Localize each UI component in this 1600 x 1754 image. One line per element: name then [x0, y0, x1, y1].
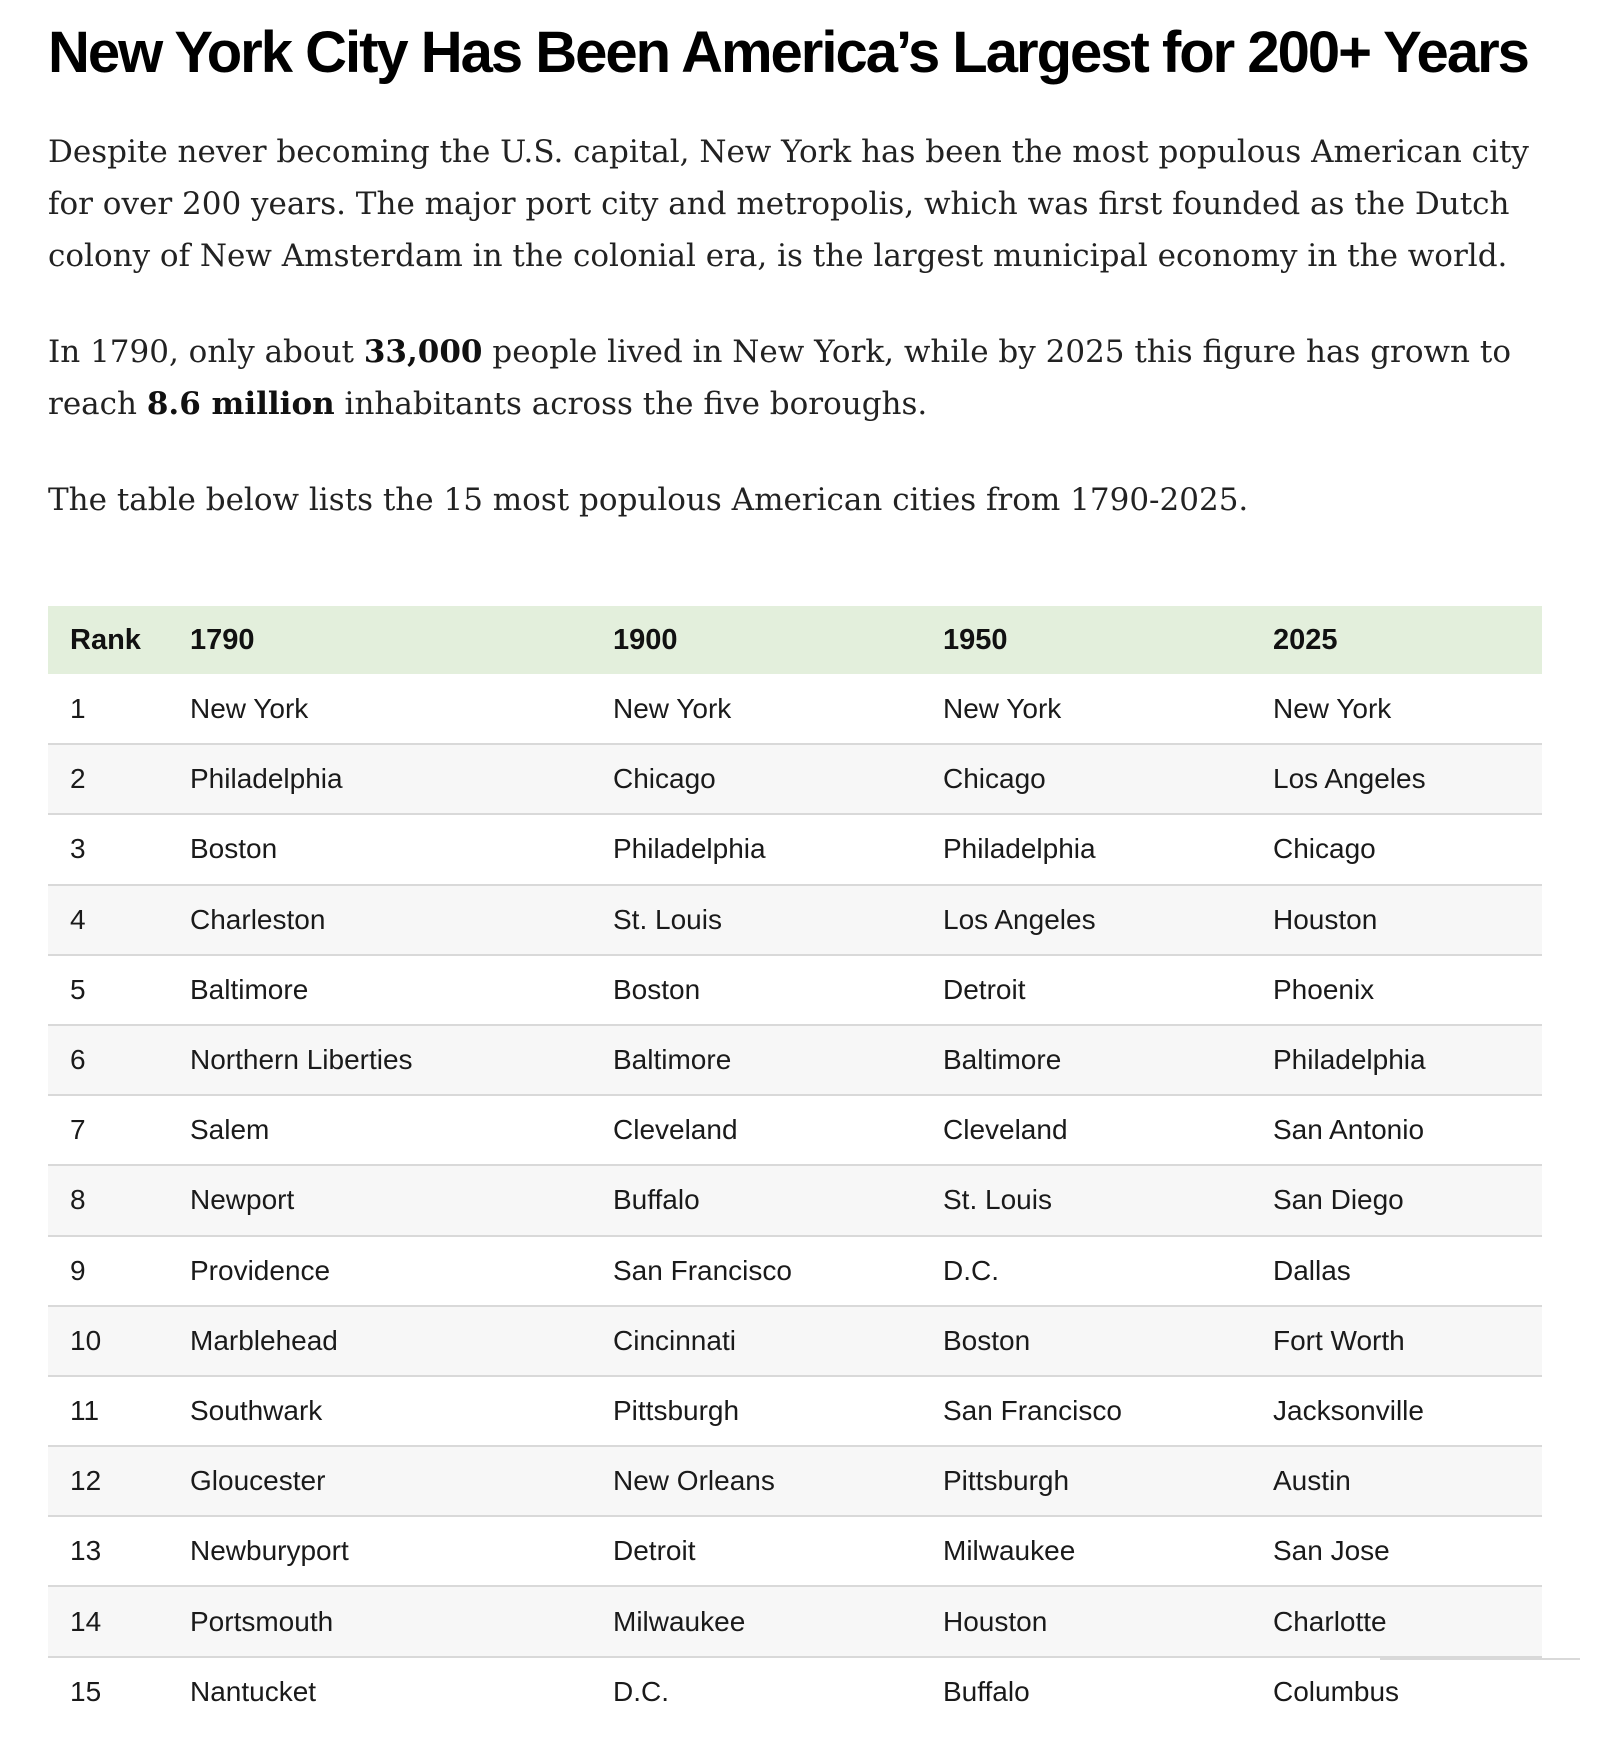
city-2025-cell: Austin — [1273, 1465, 1351, 1497]
city-2025-cell: Fort Worth — [1273, 1324, 1405, 1356]
city-1950-cell: Baltimore — [943, 1044, 1062, 1076]
city-2025-cell: Jacksonville — [1273, 1394, 1424, 1426]
city-2025-cell: Columbus — [1273, 1676, 1400, 1708]
table-row — [48, 1165, 1542, 1235]
city-1950-cell: New York — [943, 692, 1062, 724]
rank-cell: 2 — [70, 763, 86, 795]
table-row — [48, 814, 1542, 884]
city-1950-cell: Philadelphia — [943, 833, 1096, 865]
population-text-1: In 1790, only about — [48, 334, 364, 370]
city-1790-cell: Philadelphia — [190, 763, 343, 795]
header-1900: 1900 — [613, 623, 678, 656]
city-1790-cell: New York — [190, 692, 309, 724]
city-1950-cell: Boston — [943, 1324, 1031, 1356]
header-1790: 1790 — [190, 623, 255, 656]
rank-cell: 6 — [70, 1044, 86, 1076]
city-1950-cell: Pittsburgh — [943, 1465, 1070, 1497]
city-1950-cell: San Francisco — [943, 1394, 1122, 1426]
city-1790-cell: Northern Liberties — [190, 1044, 413, 1076]
intro-paragraph: Despite never becoming the U.S. capital, New York has been the most populous American city for over 200 years. The major port city and metropolis, which was first founded as the Dutch colony of New Amsterdam in the colonial era, is the largest municipal economy in the world. — [48, 134, 1529, 274]
population-paragraph — [48, 326, 1542, 430]
city-1900-cell: St. Louis — [613, 903, 722, 935]
city-1900-cell: Pittsburgh — [613, 1394, 740, 1426]
table-row — [48, 1516, 1542, 1586]
city-1900-cell: Chicago — [613, 763, 716, 795]
population-2025-value: 8.6 million — [146, 386, 335, 422]
city-1900-cell: New Orleans — [613, 1465, 775, 1497]
city-2025-cell: Phoenix — [1273, 973, 1375, 1005]
rank-cell: 10 — [70, 1324, 102, 1356]
city-1950-cell: St. Louis — [943, 1184, 1052, 1216]
city-2025-cell: New York — [1273, 692, 1392, 724]
rank-cell: 8 — [70, 1184, 86, 1216]
city-1790-cell: Nantucket — [190, 1676, 317, 1708]
rank-cell: 12 — [70, 1465, 102, 1497]
table-row — [48, 1095, 1542, 1165]
city-2025-cell: Dallas — [1273, 1254, 1351, 1286]
table-header-row — [48, 606, 1542, 674]
city-1900-cell: Cincinnati — [613, 1324, 736, 1356]
table-row — [48, 1586, 1542, 1656]
rank-cell: 14 — [70, 1605, 102, 1637]
city-1950-cell: Houston — [943, 1605, 1048, 1637]
city-1950-cell: Detroit — [943, 973, 1026, 1005]
city-1790-cell: Newburyport — [190, 1535, 349, 1567]
table-row — [48, 1657, 1542, 1727]
city-2025-cell: Houston — [1273, 903, 1378, 935]
city-1790-cell: Gloucester — [190, 1465, 326, 1497]
header-2025: 2025 — [1273, 623, 1338, 656]
city-2025-cell: San Antonio — [1273, 1114, 1425, 1146]
rank-cell: 13 — [70, 1535, 102, 1567]
article — [48, 0, 1542, 1708]
city-1900-cell: Boston — [613, 973, 701, 1005]
population-text-3: inhabitants across the five boroughs. — [334, 386, 928, 422]
cities-table — [48, 606, 1542, 1727]
population-text-2: people lived in New York, while by 2025 this figure has grown to reach — [48, 334, 1511, 422]
table-row — [48, 955, 1542, 1025]
city-1790-cell: Newport — [190, 1184, 295, 1216]
city-1900-cell: Philadelphia — [613, 833, 766, 865]
city-1790-cell: Salem — [190, 1114, 270, 1146]
city-1900-cell: Detroit — [613, 1535, 696, 1567]
table-intro-paragraph: The table below lists the 15 most populous American cities from 1790-2025. — [48, 482, 1249, 518]
table-row — [48, 1306, 1542, 1376]
city-2025-cell: Charlotte — [1273, 1605, 1387, 1637]
table-row — [48, 1025, 1542, 1095]
city-2025-cell: San Diego — [1273, 1184, 1404, 1216]
table-row — [48, 1376, 1542, 1446]
table-body — [48, 674, 1542, 1727]
city-1950-cell: Chicago — [943, 763, 1046, 795]
rank-cell: 4 — [70, 903, 86, 935]
city-2025-cell: Philadelphia — [1273, 1044, 1426, 1076]
city-1900-cell: Baltimore — [613, 1044, 732, 1076]
city-1790-cell: Charleston — [190, 903, 326, 935]
city-1950-cell: Milwaukee — [943, 1535, 1076, 1567]
rank-cell: 5 — [70, 973, 86, 1005]
divider — [1380, 1658, 1580, 1660]
city-2025-cell: Los Angeles — [1273, 763, 1426, 795]
rank-cell: 3 — [70, 833, 86, 865]
city-1950-cell: Cleveland — [943, 1114, 1068, 1146]
population-1790-value: 33,000 — [363, 334, 483, 370]
city-1900-cell: San Francisco — [613, 1254, 792, 1286]
city-2025-cell: Chicago — [1273, 833, 1376, 865]
header-1950: 1950 — [943, 623, 1008, 656]
table-row — [48, 744, 1542, 814]
city-1790-cell: Baltimore — [190, 973, 309, 1005]
rank-cell: 11 — [70, 1394, 100, 1426]
city-2025-cell: San Jose — [1273, 1535, 1390, 1567]
city-1950-cell: D.C. — [943, 1254, 999, 1286]
rank-cell: 1 — [70, 692, 86, 724]
rank-cell: 7 — [70, 1114, 86, 1146]
city-1790-cell: Providence — [190, 1254, 331, 1286]
table-row — [48, 885, 1542, 955]
city-1950-cell: Los Angeles — [943, 903, 1096, 935]
table-row — [48, 674, 1542, 744]
city-1790-cell: Marblehead — [190, 1324, 338, 1356]
city-1950-cell: Buffalo — [943, 1676, 1030, 1708]
table-row — [48, 1236, 1542, 1306]
page-title: New York City Has Been America’s Largest for 200+ Years — [48, 20, 1528, 85]
city-1900-cell: D.C. — [613, 1676, 669, 1708]
city-1790-cell: Boston — [190, 833, 278, 865]
rank-cell: 15 — [70, 1676, 102, 1708]
header-rank: Rank — [70, 623, 141, 656]
city-1900-cell: Buffalo — [613, 1184, 700, 1216]
rank-cell: 9 — [70, 1254, 86, 1286]
city-1900-cell: New York — [613, 692, 732, 724]
city-1900-cell: Cleveland — [613, 1114, 738, 1146]
city-1790-cell: Southwark — [190, 1394, 323, 1426]
table-row — [48, 1446, 1542, 1516]
city-1790-cell: Portsmouth — [190, 1605, 334, 1637]
city-1900-cell: Milwaukee — [613, 1605, 746, 1637]
